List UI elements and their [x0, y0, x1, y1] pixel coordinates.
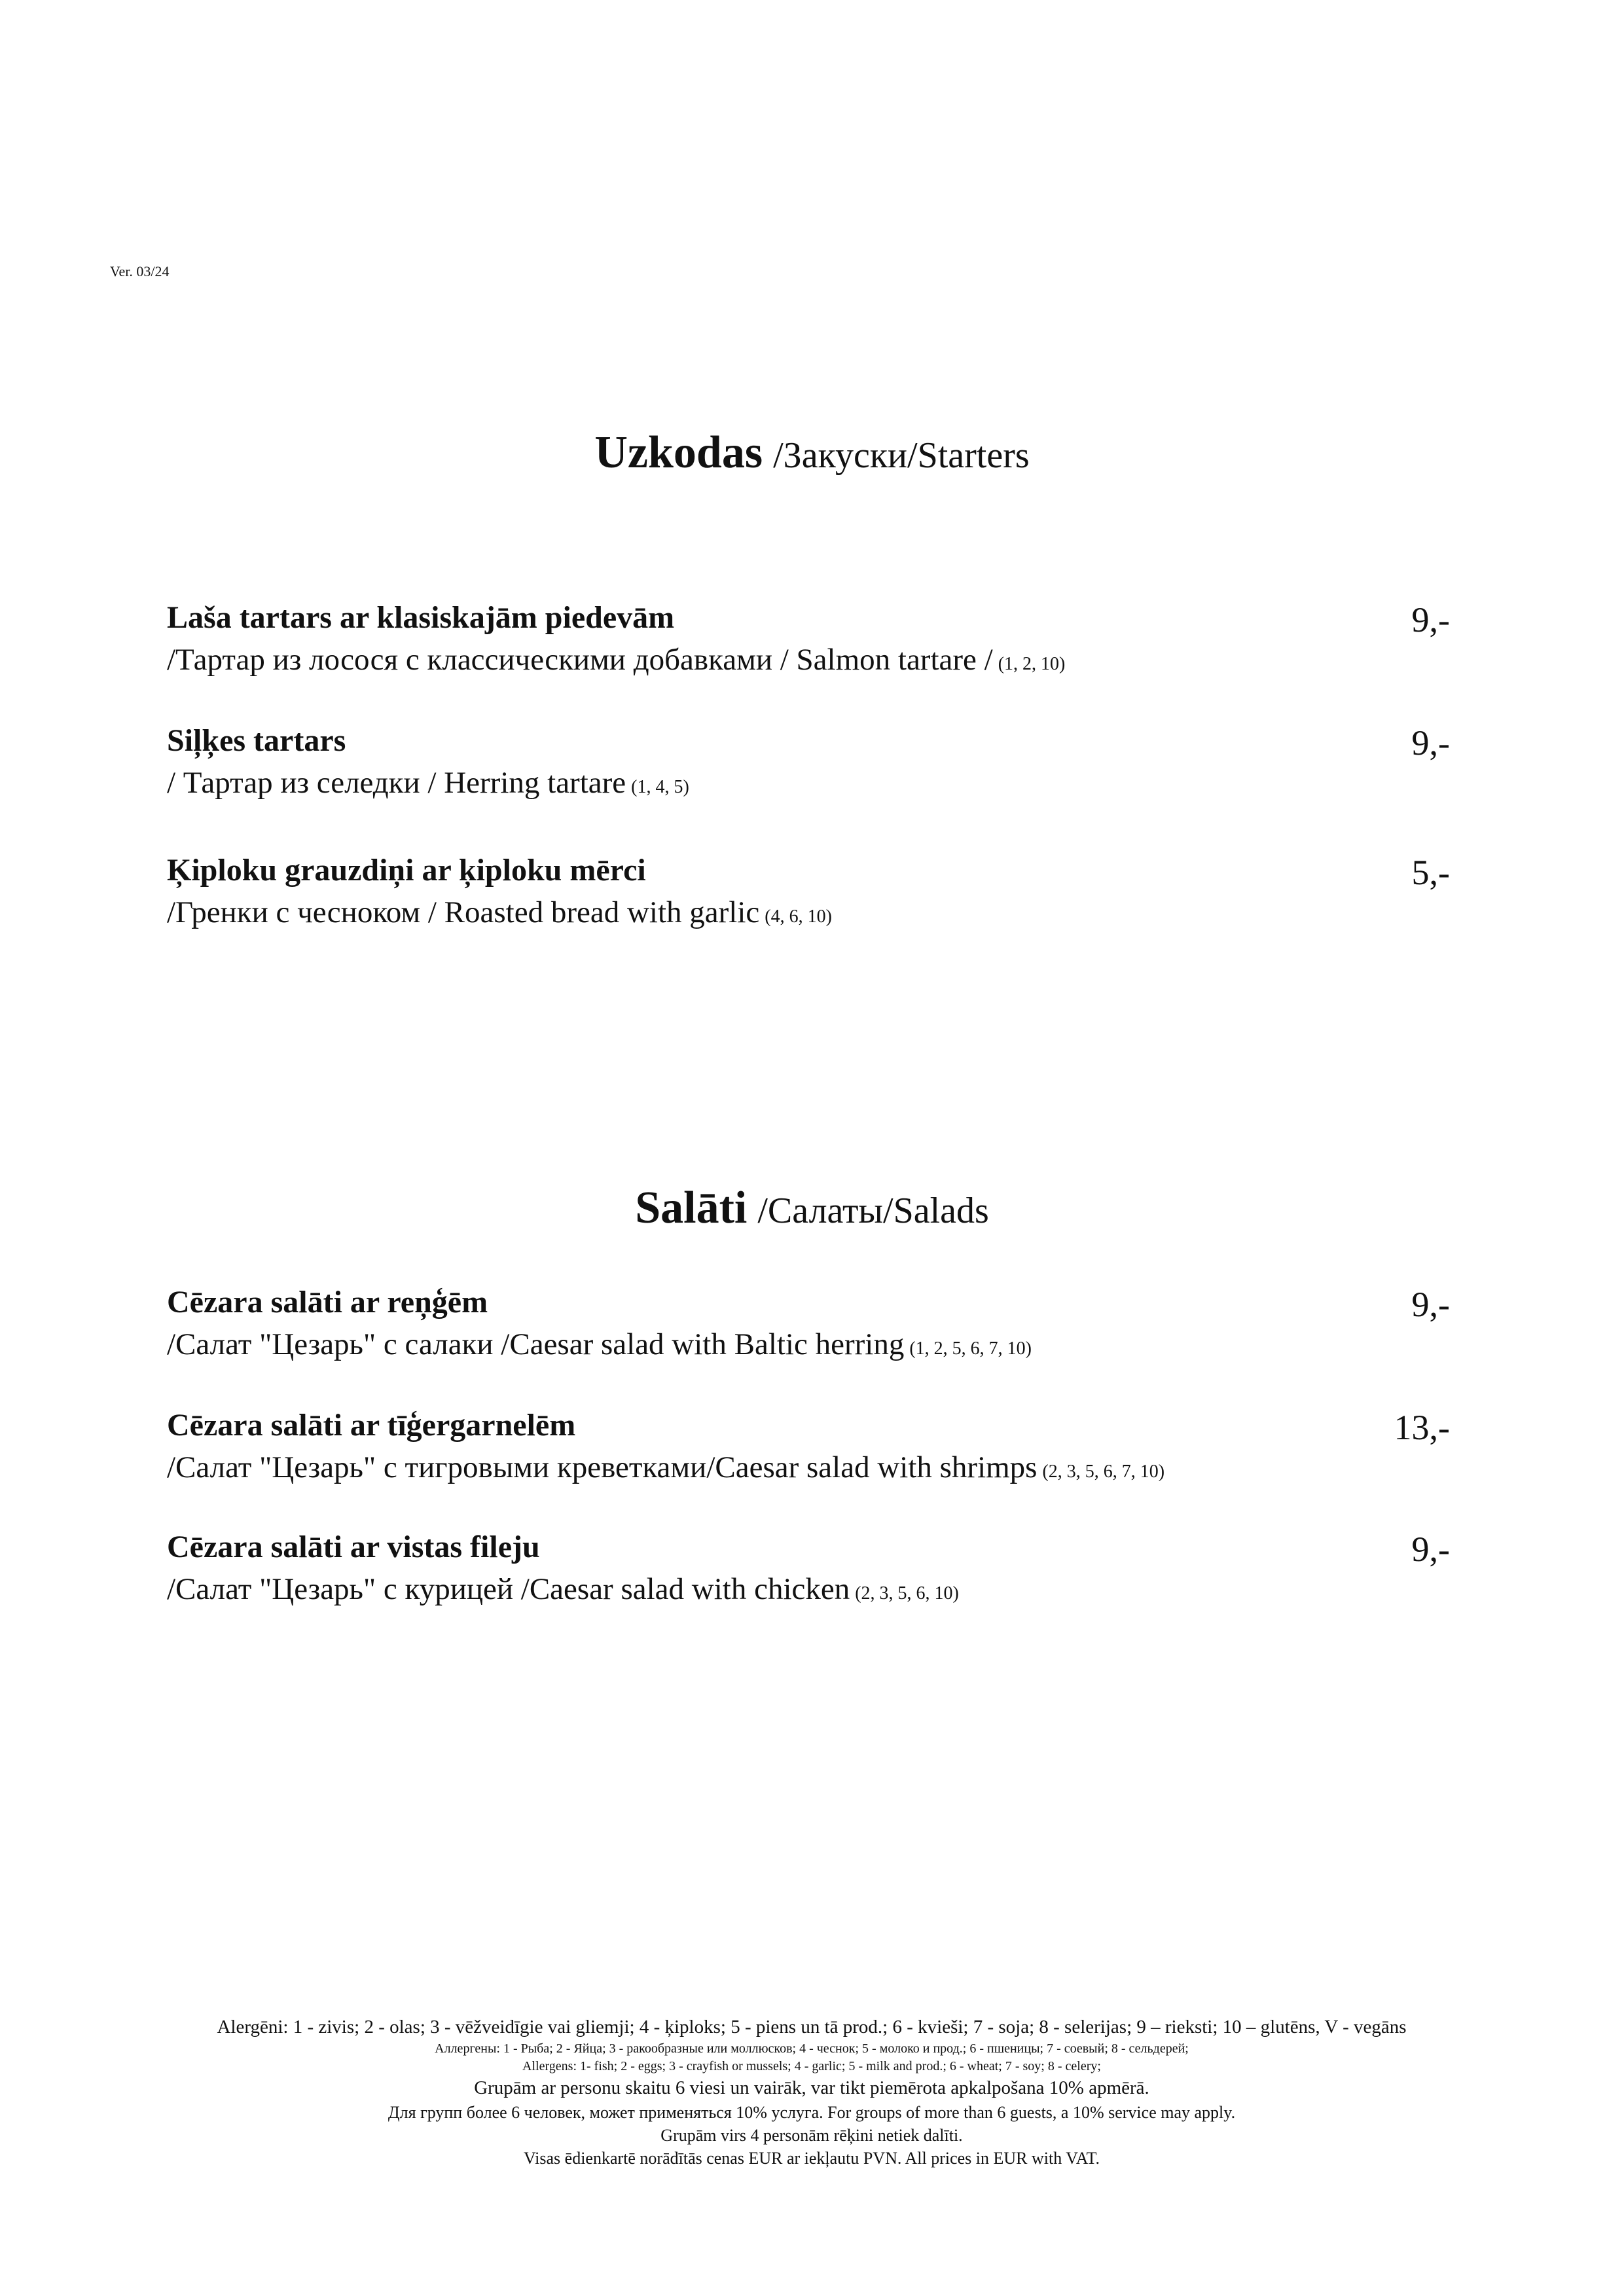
menu-item	[167, 723, 1450, 800]
footer-prices: Visas ēdienkartē norādītās cenas EUR ar iekļautu PVN. All prices in EUR with VAT.	[523, 2149, 1100, 2168]
menu-item-allergens: (1, 2, 5, 6, 7, 10)	[909, 1338, 1032, 1359]
menu-item-desc	[167, 765, 1450, 800]
menu-item-desc	[167, 1327, 1450, 1362]
section-title-main: Salāti	[635, 1183, 748, 1233]
footer-allergens-en: Allergens: 1- fish; 2 - eggs; 3 - crayfish or mussels; 4 - garlic; 5 - milk and prod.; 6 - wheat; 7 - soy; 8 - celery;	[522, 2059, 1101, 2074]
footer-service-lv: Grupām ar personu skaitu 6 viesi un vairāk, var tikt piemērota apkalpošana 10% apmērā.	[474, 2077, 1149, 2099]
section-title-main: Uzkodas	[594, 427, 763, 478]
menu-item-name: Cēzara salāti ar tīģergarnelēm	[167, 1408, 576, 1443]
menu-item-name: Siļķes tartars	[167, 723, 346, 758]
version-label: Ver. 03/24	[110, 263, 170, 279]
menu-item	[167, 852, 1450, 930]
menu-item-price: 9,-	[1411, 723, 1450, 762]
menu-item-desc-text: /Салат "Цезарь" с тигровыми креветками/Caesar salad with shrimps	[167, 1450, 1038, 1484]
section-title-salads	[0, 1182, 1624, 1234]
footer-split-lv: Grupām virs 4 personām rēķini netiek dalīti.	[660, 2126, 963, 2145]
menu-item-price: 9,-	[1411, 1285, 1450, 1324]
menu-item-price: 13,-	[1394, 1408, 1450, 1447]
section-title-starters	[0, 427, 1624, 479]
footer-service-ru-en: Для групп более 6 человек, может применяться 10% услуга. For groups of more than 6 guests, a 10% service may apply.	[388, 2103, 1236, 2123]
menu-item-desc	[167, 642, 1450, 677]
menu-item-desc-text: /Салат "Цезарь" с салаки /Caesar salad with Baltic herring	[167, 1327, 905, 1361]
menu-item-desc-text: /Салат "Цезарь" с курицей /Caesar salad with chicken	[167, 1572, 850, 1606]
menu-item	[167, 1284, 1450, 1362]
footer-allergens-ru: Аллергены: 1 - Рыба; 2 - Яйца; 3 - ракообразные или моллюсков; 4 - чеснок; 5 - молоко и прод.; 6 - пшеницы; 7 - соевый; 8 - сельдерей;	[435, 2041, 1189, 2056]
menu-item-desc-text: / Тартар из селедки / Herring tartare	[167, 766, 626, 800]
menu-item-name: Cēzara salāti ar reņģēm	[167, 1285, 488, 1319]
menu-item-desc	[167, 1571, 1450, 1607]
menu-item-allergens: (2, 3, 5, 6, 10)	[855, 1583, 959, 1604]
footer-allergens-lv: Alergēni: 1 - zivis; 2 - olas; 3 - vēžveidīgie vai gliemji; 4 - ķiploks; 5 - piens un tā prod.; 6 - kvieši; 7 - soja; 8 - selerijas; 9 – rieksti; 10 – glutēns, V - vegāns	[217, 2017, 1407, 2037]
menu-item-price: 5,-	[1411, 853, 1450, 892]
menu-item-allergens: (4, 6, 10)	[765, 906, 832, 927]
menu-item-name: Cēzara salāti ar vistas fileju	[167, 1530, 540, 1564]
menu-item-desc	[167, 1450, 1450, 1485]
menu-item-price: 9,-	[1411, 1530, 1450, 1569]
menu-item-allergens: (1, 4, 5)	[631, 777, 689, 797]
menu-item-allergens: (1, 2, 10)	[998, 654, 1066, 674]
menu-item-allergens: (2, 3, 5, 6, 7, 10)	[1042, 1462, 1165, 1482]
menu-item-desc	[167, 895, 1450, 930]
menu-item	[167, 600, 1450, 677]
menu-item-name: Ķiploku grauzdiņi ar ķiploku mērci	[167, 853, 646, 888]
section-title-sub: /Закуски/Starters	[773, 435, 1030, 476]
footer-notes	[151, 2015, 1473, 2170]
menu-item	[167, 1407, 1450, 1485]
section-title-sub: /Салаты/Salads	[757, 1191, 989, 1231]
menu-item	[167, 1529, 1450, 1607]
menu-item-desc-text: /Тартар из лосося с классическими добавками / Salmon tartare /	[167, 643, 993, 677]
menu-item-desc-text: /Гренки с чесноком / Roasted bread with garlic	[167, 895, 760, 929]
menu-item-name: Laša tartars ar klasiskajām piedevām	[167, 600, 675, 635]
menu-item-price: 9,-	[1411, 600, 1450, 639]
